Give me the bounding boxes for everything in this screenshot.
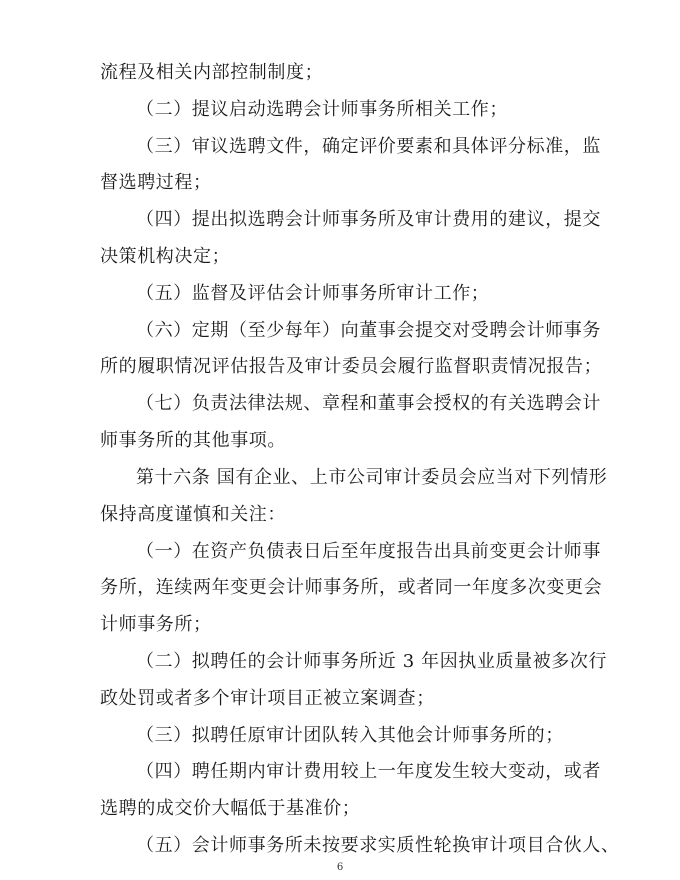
- text-line: （四）聘任期内审计费用较上一年度发生较大变动，或者: [136, 761, 601, 782]
- text-line: 流程及相关内部控制制度；: [100, 62, 324, 83]
- text-line: （四）提出拟选聘会计师事务所及审计费用的建议，提交: [136, 209, 601, 230]
- text-line: （五）会计师事务所未按要求实质性轮换审计项目合伙人、: [136, 835, 620, 856]
- text-line: （五）监督及评估会计师事务所审计工作；: [136, 283, 490, 304]
- text-line: 选聘的成交价大幅低于基准价；: [100, 798, 361, 819]
- text-line: （三）审议选聘文件，确定评价要素和具体评分标准，监: [136, 136, 601, 157]
- text-line: 督选聘过程；: [100, 172, 212, 193]
- text-line: 务所，连续两年变更会计师事务所，或者同一年度多次变更会: [100, 577, 603, 598]
- text-line: （三）拟聘任原审计团队转入其他会计师事务所的；: [136, 725, 564, 746]
- page-number: 6: [336, 862, 344, 873]
- text-line: 决策机构决定；: [100, 246, 231, 267]
- text-line: （一）在资产负债表日后至年度报告出具前变更会计师事: [136, 541, 601, 562]
- text-line: 所的履职情况评估报告及审计委员会履行监督职责情况报告；: [100, 356, 603, 377]
- text-line: 师事务所的其他事项。: [100, 430, 286, 451]
- text-line: 计师事务所；: [100, 614, 212, 635]
- text-line: （二）提议启动选聘会计师事务所相关工作；: [136, 99, 508, 120]
- text-line: （二）拟聘任的会计师事务所近 3 年因执业质量被多次行: [136, 651, 608, 672]
- text-line: 保持高度谨慎和关注：: [100, 504, 286, 525]
- text-line: （七）负责法律法规、章程和董事会授权的有关选聘会计: [136, 393, 601, 414]
- text-line: （六）定期（至少每年）向董事会提交对受聘会计师事务: [136, 320, 601, 341]
- text-line: 政处罚或者多个审计项目正被立案调查；: [100, 688, 435, 709]
- article-heading-line: 第十六条 国有企业、上市公司审计委员会应当对下列情形: [136, 467, 608, 488]
